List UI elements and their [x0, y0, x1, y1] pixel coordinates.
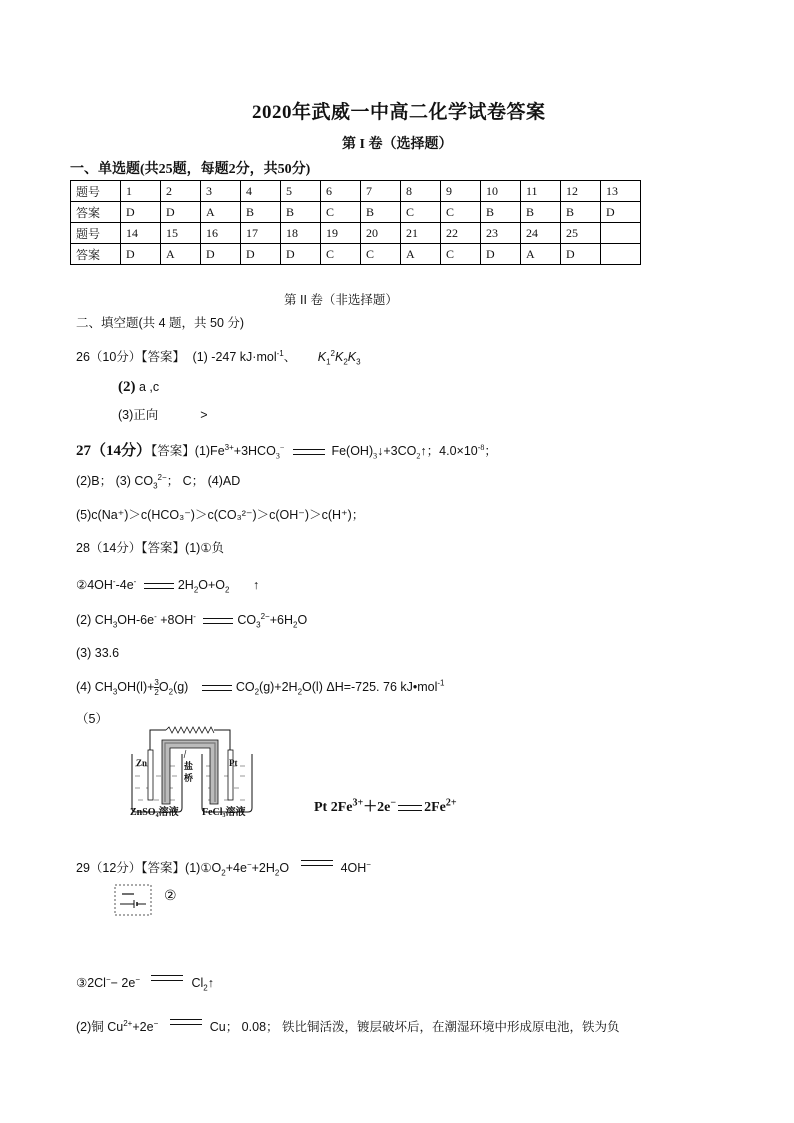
table-row: [71, 244, 641, 265]
part2-title: 第 II 卷（非选择题）: [284, 293, 398, 307]
pt-label: Pt: [229, 758, 238, 768]
salt-bridge-label-2: 桥: [184, 773, 194, 783]
section2-heading: 二、填空题(共 4 题，共 50 分): [76, 316, 245, 330]
table-cell: 7: [361, 181, 401, 202]
table-cell: A: [161, 244, 201, 265]
table-cell: D: [241, 244, 281, 265]
table-cell: 8: [401, 181, 441, 202]
q26-line2: (2) a ,c: [118, 379, 160, 395]
table-cell: 9: [441, 181, 481, 202]
section1-heading: 一、单选题(共25题，每题2分，共50分): [70, 162, 311, 177]
table-cell: 1: [121, 181, 161, 202]
q28-line3: (2) $CH_3OH-6e^- +8OH^-$ $CO_3^{2-}+6H_2O$: [76, 611, 308, 630]
table-cell: B: [361, 202, 401, 223]
table-cell: D: [601, 202, 641, 223]
table-cell: A: [521, 244, 561, 265]
equals-sign: [301, 860, 333, 866]
q27-line3: (5)c(Na⁺)＞c(HCO₃⁻)＞c(CO₃²⁻)＞c(OH⁻)＞c(H⁺)；: [76, 508, 365, 522]
table-cell: [601, 244, 641, 265]
answer-table: [70, 180, 641, 265]
table-cell: 21: [401, 223, 441, 244]
left-solution-label: ZnSO₄溶液: [130, 807, 179, 818]
table-cell: 17: [241, 223, 281, 244]
q28-line5: (4) $CH_3OH(l)+$ $\frac{3}{2}$ $O_2(g)$ $CO_2(g)+2H_2O(l)$ ΔH=-725. 76 kJ•mol$^{-1}$: [76, 678, 445, 697]
page-title: 2020年武威一中高二化学试卷答案: [252, 102, 546, 123]
table-cell: [601, 223, 641, 244]
table-row: [71, 223, 641, 244]
table-cell: C: [441, 244, 481, 265]
table-cell: A: [401, 244, 441, 265]
q29-line1: 29（12分）【答案】$(1)①O_2+4e^-+2H_2O$ 4OH−: [76, 859, 371, 878]
zn-label: Zn: [136, 758, 148, 768]
table-cell: D: [281, 244, 321, 265]
table-cell: B: [521, 202, 561, 223]
table-cell: D: [481, 244, 521, 265]
table-cell: C: [321, 202, 361, 223]
table-cell: D: [121, 202, 161, 223]
equals-sign: [398, 805, 422, 811]
table-cell: C: [361, 244, 401, 265]
table-cell: B: [241, 202, 281, 223]
row-label: 题号: [71, 181, 121, 202]
q27-line1: 27（14分）【答案】$(1)Fe^{3+}+3HCO_3^-$ $Fe(OH)_3↓+3CO_2↑$；$4.0\times 10^{-8}$；: [76, 442, 497, 461]
table-cell: C: [321, 244, 361, 265]
q29-item2: ②: [164, 887, 177, 903]
table-cell: 24: [521, 223, 561, 244]
equals-sign: [293, 449, 325, 455]
part1-title: 第 I 卷（选择题）: [342, 137, 453, 152]
table-cell: B: [481, 202, 521, 223]
battery-symbol-box: [114, 884, 152, 916]
table-cell: 16: [201, 223, 241, 244]
row-label: 答案: [71, 202, 121, 223]
table-cell: 12: [561, 181, 601, 202]
table-cell: 4: [241, 181, 281, 202]
row-label: 答案: [71, 244, 121, 265]
q28-line1: 28（14分）【答案】(1)①负: [76, 541, 225, 555]
q26-line1: 26（10分）【答案】 (1) -247 kJ·mol$^{-1}$、 $K_1^2K_2K_3$: [76, 348, 361, 367]
table-cell: 13: [601, 181, 641, 202]
table-cell: 25: [561, 223, 601, 244]
equals-sign: [170, 1019, 202, 1025]
table-cell: B: [561, 202, 601, 223]
table-cell: B: [281, 202, 321, 223]
table-cell: A: [201, 202, 241, 223]
table-cell: 11: [521, 181, 561, 202]
table-cell: D: [121, 244, 161, 265]
equals-sign: [202, 685, 232, 691]
table-cell: 2: [161, 181, 201, 202]
table-cell: 5: [281, 181, 321, 202]
equals-sign: [203, 618, 233, 624]
equals-sign: [144, 583, 174, 589]
table-cell: 18: [281, 223, 321, 244]
q28-line2: ②4OH--4e- $2H_2O+O_2$ ↑: [76, 576, 260, 595]
q29-line3: ③2Cl−− 2e− $Cl_2↑$: [76, 974, 214, 993]
table-cell: 19: [321, 223, 361, 244]
salt-bridge-label-1: 盐: [184, 761, 194, 771]
table-row: [71, 202, 641, 223]
table-cell: 15: [161, 223, 201, 244]
table-cell: C: [401, 202, 441, 223]
q28-line6: （5）: [76, 712, 108, 726]
table-cell: D: [201, 244, 241, 265]
table-cell: 6: [321, 181, 361, 202]
table-cell: 14: [121, 223, 161, 244]
table-cell: 20: [361, 223, 401, 244]
q26-line3: (3)正向 >: [118, 408, 208, 422]
table-cell: D: [161, 202, 201, 223]
q28-cathode-equation: Pt $2Fe^{3+}+2e^-$ $2Fe^{2+}$: [314, 797, 457, 815]
table-cell: C: [441, 202, 481, 223]
equals-sign: [151, 975, 183, 981]
table-cell: 3: [201, 181, 241, 202]
table-cell: D: [561, 244, 601, 265]
table-row: [71, 181, 641, 202]
q29-line4: (2)铜 $Cu^{2+}+2e^-$ Cu； 0.08； 铁比铜活泼，镀层破坏后，在潮湿环境中形成原电池，铁为负: [76, 1018, 620, 1034]
table-cell: 10: [481, 181, 521, 202]
q28-line4: (3) 33.6: [76, 646, 120, 660]
fraction: $\frac{3}{2}$: [154, 678, 159, 697]
right-solution-label: FeCl₃溶液: [202, 807, 246, 818]
q27-line2: (2)B； (3) $CO_3^{2-}$； C； (4)AD: [76, 472, 241, 491]
row-label: 题号: [71, 223, 121, 244]
table-cell: 22: [441, 223, 481, 244]
table-cell: 23: [481, 223, 521, 244]
